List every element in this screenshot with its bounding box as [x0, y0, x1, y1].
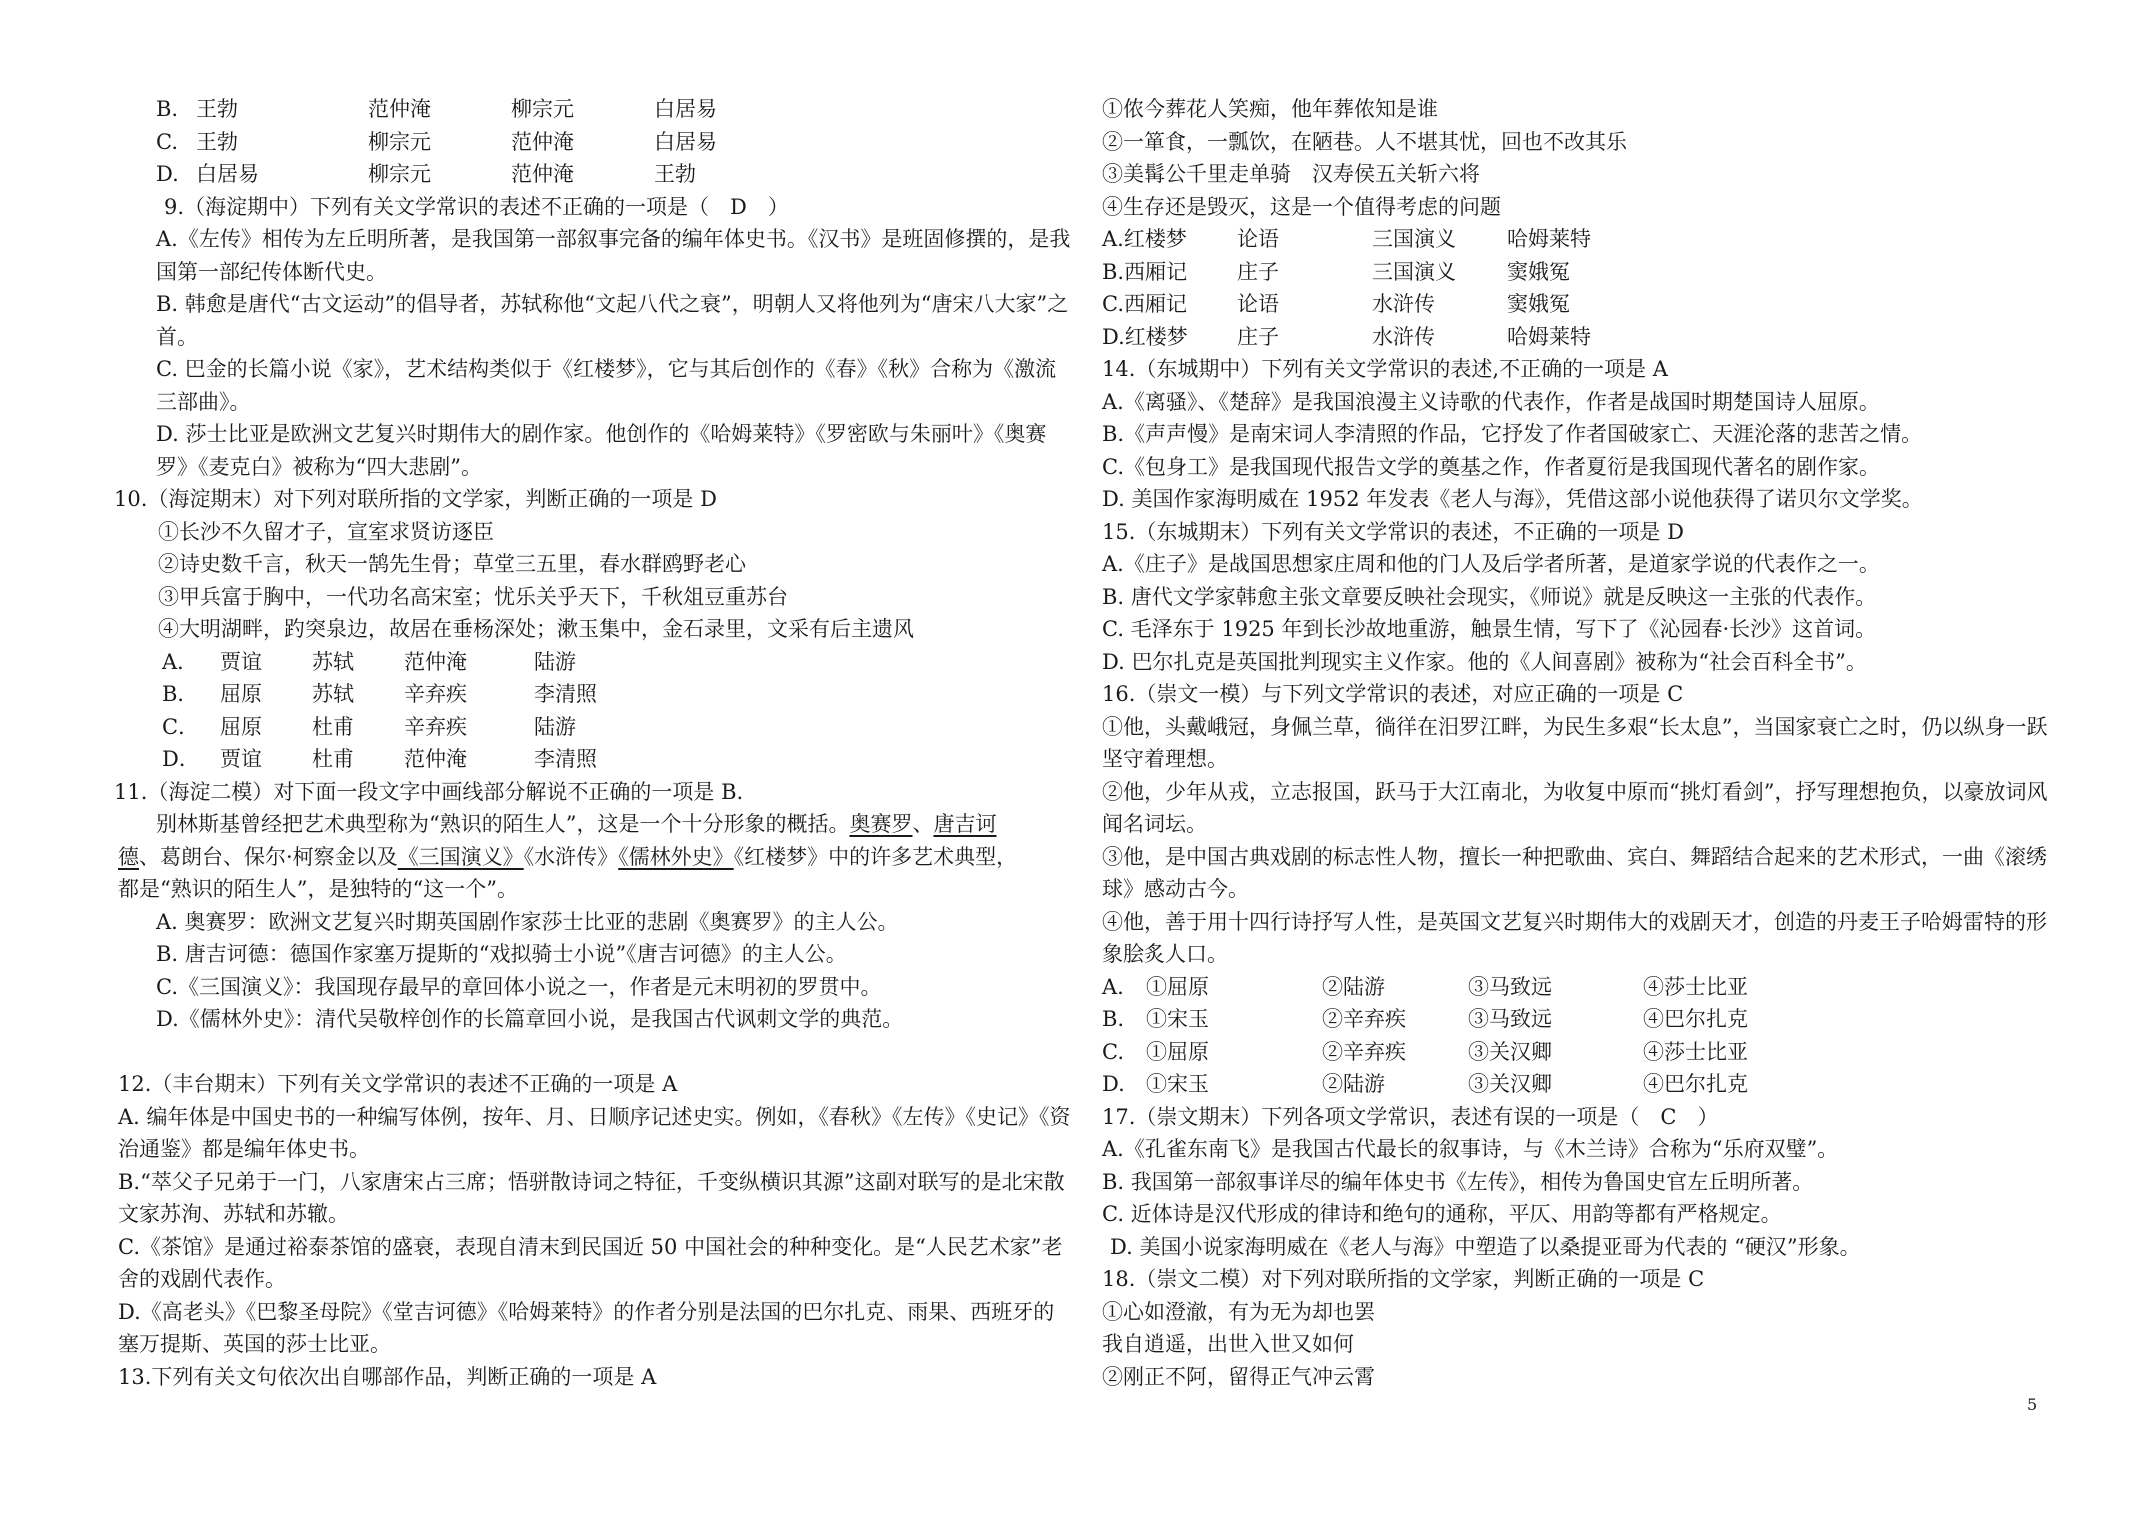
- option-cell: B.西厢记: [1102, 259, 1188, 284]
- option-cell: 辛弃疾: [404, 682, 467, 706]
- option-cell: 王勃: [654, 162, 696, 186]
- q8-option-row-2: [118, 126, 1078, 159]
- q9-option-d: D. 莎士比亚是欧洲文艺复兴时期伟大的剧作家。他创作的《哈姆莱特》《罗密欧与朱丽叶》《奥赛罗》《麦克白》被称为“四大悲剧”。: [156, 422, 1047, 479]
- q18-line-3: ②刚正不阿，留得正气冲云霄: [1102, 1364, 1375, 1389]
- option-cell: ③马致远: [1468, 1007, 1552, 1031]
- q16-item-3: ③他，是中国古典戏剧的标志性人物，擅长一种把歌曲、宾白、舞蹈结合起来的艺术形式，一曲《滚绣球》感动古今。: [1102, 844, 2047, 901]
- option-cell: C.: [1102, 1039, 1124, 1064]
- q10-couplet-1: ①长沙不久留才子，宣室求贤访逐臣: [158, 519, 494, 544]
- q13-quote-3: ③美髯公千里走单骑 汉寿侯五关斩六将: [1102, 162, 1480, 186]
- option-cell: 范仲淹: [511, 129, 574, 154]
- option-cell: ②陆游: [1322, 1072, 1385, 1096]
- q17-option-a: A.《孔雀东南飞》是我国古代最长的叙事诗，与《木兰诗》合称为“乐府双璧”。: [1102, 1137, 1839, 1161]
- q14-option-a: A.《离骚》、《楚辞》是我国浪漫主义诗歌的代表作，作者是战国时期楚国诗人屈原。: [1102, 389, 1880, 414]
- q12-option-a: A. 编年体是中国史书的一种编写体例，按年、月、日顺序记述史实。例如，《春秋》《左传》《史记》《资治通鉴》都是编年体史书。: [118, 1104, 1071, 1161]
- option-cell: 论语: [1237, 292, 1279, 316]
- option-cell: ③关汉卿: [1468, 1072, 1552, 1096]
- option-cell: C.西厢记: [1102, 292, 1187, 316]
- q9-option-c: C. 巴金的长篇小说《家》，艺术结构类似于《红楼梦》，它与其后创作的《春》《秋》合称为《激流三部曲》。: [156, 357, 1057, 414]
- q10-stem: 10.（海淀期末）对下列对联所指的文学家，判断正确的一项是 D: [114, 487, 717, 511]
- q15-option-c: C. 毛泽东于 1925 年到长沙故地重游，触景生情，写下了《沁园春·长沙》这首词。: [1102, 617, 1877, 641]
- option-cell: 柳宗元: [511, 97, 574, 121]
- option-cell: A.: [1102, 974, 1124, 999]
- q13-stem: 13.下列有关文句依次出自哪部作品，判断正确的一项是 A: [118, 1364, 657, 1389]
- q12-option-d: D.《高老头》《巴黎圣母院》《堂吉诃德》《哈姆莱特》的作者分别是法国的巴尔扎克、雨果、西班牙的塞万提斯、英国的莎士比亚。: [118, 1299, 1055, 1356]
- q10-couplet-2: ②诗史数千言，秋天一鹄先生骨；草堂三五里，春水群鸥野老心: [158, 552, 746, 576]
- q17-option-d: D. 美国小说家海明威在《老人与海》中塑造了以桑提亚哥为代表的 “硬汉”形象。: [1110, 1234, 1861, 1259]
- page-number: 5: [2027, 1395, 2038, 1414]
- option-cell: 范仲淹: [404, 649, 467, 674]
- option-cell: 柳宗元: [368, 162, 431, 186]
- option-cell: B．: [162, 682, 199, 706]
- q15-option-a: A.《庄子》是战国思想家庄周和他的门人及后学者所著，是道家学说的代表作之一。: [1102, 552, 1880, 576]
- q11-underline-three-kingdoms: 《三国演义》: [397, 844, 524, 869]
- left-column: [114, 93, 1078, 1393]
- q16-item-1: ①他，头戴峨冠，身佩兰草，徜徉在汨罗江畔，为民生多艰“长太息”，当国家衰亡之时，仍以纵身一跃坚守着理想。: [1102, 714, 2048, 771]
- q16-option-row-1: [1102, 971, 2062, 1004]
- option-cell: ②辛弃疾: [1322, 1039, 1406, 1064]
- q11-passage-line-3: 都是“熟识的陌生人”，是独特的“这一个”。: [118, 877, 518, 901]
- q14-stem: 14.（东城期中）下列有关文学常识的表述,不正确的一项是 A: [1102, 357, 1668, 381]
- option-cell: 白居易: [196, 162, 259, 186]
- option-cell: ②辛弃疾: [1322, 1007, 1406, 1031]
- q18-stem: 18.（崇文二模）对下列对联所指的文学家，判断正确的一项是 C: [1102, 1267, 1705, 1291]
- q14-option-b: B.《声声慢》是南宋词人李清照的作品，它抒发了作者国破家亡、天涯沦落的悲苦之情。: [1102, 422, 1923, 446]
- option-cell: 水浒传: [1372, 324, 1435, 349]
- q9-option-a: A.《左传》相传为左丘明所著，是我国第一部叙事完备的编年体史书。《汉书》是班固修撰的，是我国第一部纪传体断代史。: [156, 227, 1071, 284]
- q14-option-d: D. 美国作家海明威在 1952 年发表《老人与海》，凭借这部小说他获得了诺贝尔文学奖。: [1102, 487, 1923, 511]
- option-cell: 哈姆莱特: [1507, 227, 1591, 251]
- option-cell: 庄子: [1237, 259, 1279, 284]
- q15-option-b: B. 唐代文学家韩愈主张文章要反映社会现实，《师说》就是反映这一主张的代表作。: [1102, 584, 1877, 609]
- q13-options: [1102, 223, 2062, 353]
- option-cell: ④莎士比亚: [1643, 974, 1748, 999]
- option-cell: 屈原: [220, 714, 262, 739]
- option-cell: ②陆游: [1322, 974, 1385, 999]
- q11-option-b: B. 唐吉诃德：德国作家塞万提斯的“戏拟骑士小说”《唐吉诃德》的主人公。: [156, 942, 847, 966]
- option-cell: 苏轼: [312, 682, 354, 706]
- option-cell: ③关汉卿: [1468, 1039, 1552, 1064]
- option-cell: ①屈原: [1146, 974, 1209, 999]
- q11-passage-line-2: [118, 841, 1078, 874]
- q8-option-row-1: [118, 93, 1078, 126]
- right-column: [1102, 93, 2062, 1393]
- q11-underline-scholars: 《儒林外史》: [618, 844, 734, 869]
- q13-quote-2: ②一箪食，一瓢饮，在陋巷。人不堪其忧，回也不改其乐: [1102, 129, 1627, 154]
- q11-passage-text: 、葛朗台、保尔·柯察金以及: [139, 844, 398, 869]
- option-cell: 王勃: [196, 129, 238, 154]
- q17-option-b: B. 我国第一部叙事详尽的编年体史书《左传》，相传为鲁国史官左丘明所著。: [1102, 1169, 1814, 1194]
- q11-stem: 11.（海淀二模）对下面一段文字中画线部分解说不正确的一项是 B.: [114, 779, 744, 804]
- q16-option-row-4: [1102, 1068, 2062, 1101]
- q10-couplet-4: ④大明湖畔，趵突泉边，故居在垂杨深处；漱玉集中，金石录里，文采有后主遗风: [158, 617, 914, 641]
- option-cell: ④巴尔扎克: [1643, 1007, 1748, 1031]
- option-cell: 三国演义: [1372, 259, 1456, 284]
- q11-passage-text: 《水浒传》: [523, 844, 619, 869]
- option-cell: 贾谊: [220, 649, 262, 674]
- option-cell: 陆游: [534, 649, 576, 674]
- option-cell: 辛弃疾: [404, 714, 467, 739]
- option-cell: 三国演义: [1372, 227, 1456, 251]
- q14-option-c: C.《包身工》是我国现代报告文学的奠基之作，作者夏衍是我国现代著名的剧作家。: [1102, 454, 1880, 479]
- option-cell: 白居易: [654, 129, 717, 154]
- option-cell: ①宋玉: [1146, 1072, 1209, 1096]
- option-cell: 屈原: [220, 682, 262, 706]
- option-cell: 白居易: [654, 97, 717, 121]
- q11-option-c: C.《三国演义》：我国现存最早的章回体小说之一，作者是元末明初的罗贯中。: [156, 974, 882, 999]
- spacer: [118, 1036, 1078, 1069]
- q15-option-d: D. 巴尔扎克是英国批判现实主义作家。他的《人间喜剧》被称为“社会百科全书”。: [1102, 649, 1867, 674]
- q13-option-row-2: [1102, 256, 2062, 289]
- option-cell: 王勃: [196, 97, 238, 121]
- option-cell: 范仲淹: [368, 97, 431, 121]
- option-cell: C.: [156, 129, 178, 154]
- option-cell: B.: [1102, 1007, 1125, 1031]
- q17-stem: 17.（崇文期末）下列各项文学常识，表述有误的一项是（ C ）: [1102, 1104, 1719, 1129]
- q11-passage-text: 别林斯基曾经把艺术典型称为“熟识的陌生人”，这是一个十分形象的概括。: [156, 812, 850, 836]
- q11-underline-don-quixote-end: 德: [118, 844, 139, 869]
- q8-option-row-3: [118, 158, 1078, 191]
- option-cell: ①宋玉: [1146, 1007, 1209, 1031]
- q18-line-1: ①心如澄澈，有为无为却也罢: [1102, 1299, 1375, 1324]
- q16-item-2: ②他，少年从戎，立志报国，跃马于大江南北，为收复中原而“挑灯看剑”，抒写理想抱负，以豪放词风闻名词坛。: [1102, 779, 2048, 836]
- q16-options: [1102, 971, 2062, 1101]
- q13-quote-1: ①侬今葬花人笑痴，他年葬侬知是谁: [1102, 97, 1438, 121]
- q9-option-b: B. 韩愈是唐代“古文运动”的倡导者，苏轼称他“文起八代之衰”，明朝人又将他列为“唐宋八大家”之首。: [156, 292, 1069, 349]
- option-cell: ③马致远: [1468, 974, 1552, 999]
- q17-option-c: C. 近体诗是汉代形成的律诗和绝句的通称，平仄、用韵等都有严格规定。: [1102, 1202, 1782, 1226]
- option-cell: 论语: [1237, 227, 1279, 251]
- q11-underline-othello: 奥赛罗: [849, 812, 913, 836]
- q12-stem: 12.（丰台期末）下列有关文学常识的表述不正确的一项是 A: [118, 1072, 678, 1096]
- q11-passage-text: 《红楼梦》中的许多艺术典型，: [733, 844, 1018, 869]
- q8-options: [118, 93, 1078, 191]
- option-cell: 窦娥冤: [1507, 259, 1570, 284]
- q11-passage-line-1: [118, 808, 1078, 841]
- option-cell: ①屈原: [1146, 1039, 1209, 1064]
- q13-option-row-1: [1102, 223, 2062, 256]
- option-cell: 柳宗元: [368, 129, 431, 154]
- q11-separator: 、: [912, 812, 934, 836]
- q15-stem: 15.（东城期末）下列有关文学常识的表述，不正确的一项是 D: [1102, 519, 1684, 544]
- option-cell: 杜甫: [312, 747, 354, 771]
- q10-option-row-1: [118, 646, 1078, 679]
- option-cell: 范仲淹: [511, 162, 574, 186]
- q10-option-row-4: [118, 743, 1078, 776]
- option-cell: 哈姆莱特: [1507, 324, 1591, 349]
- option-cell: D.红楼梦: [1102, 324, 1188, 349]
- q16-option-row-3: [1102, 1036, 2062, 1069]
- option-cell: ④莎士比亚: [1643, 1039, 1748, 1064]
- option-cell: D.: [156, 162, 179, 186]
- option-cell: 窦娥冤: [1507, 292, 1570, 316]
- q10-options: [118, 646, 1078, 776]
- option-cell: 范仲淹: [404, 747, 467, 771]
- q10-option-row-3: [118, 711, 1078, 744]
- option-cell: 陆游: [534, 714, 576, 739]
- q11-underline-don-quixote: 唐吉诃: [933, 812, 997, 836]
- q9-stem: 9.（海淀期中）下列有关文学常识的表述不正确的一项是（ D ）: [164, 194, 789, 219]
- q10-option-row-2: [118, 678, 1078, 711]
- option-cell: D.: [1102, 1072, 1125, 1096]
- option-cell: A．: [162, 649, 199, 674]
- option-cell: C．: [162, 714, 200, 739]
- option-cell: A.红楼梦: [1102, 227, 1187, 251]
- option-cell: B.: [156, 97, 179, 121]
- option-cell: D．: [162, 747, 200, 771]
- q16-stem: 16.（崇文一模）与下列文学常识的表述，对应正确的一项是 C: [1102, 682, 1684, 706]
- option-cell: 苏轼: [312, 649, 354, 674]
- option-cell: 李清照: [534, 747, 597, 771]
- option-cell: 李清照: [534, 682, 597, 706]
- option-cell: ④巴尔扎克: [1643, 1072, 1748, 1096]
- q13-quote-4: ④生存还是毁灭，这是一个值得考虑的问题: [1102, 194, 1501, 219]
- option-cell: 杜甫: [312, 714, 354, 739]
- q12-option-c: C.《茶馆》是通过裕泰茶馆的盛衰，表现自清末到民国近 50 中国社会的种种变化。是“人民艺术家”老舍的戏剧代表作。: [118, 1234, 1063, 1291]
- option-cell: 水浒传: [1372, 292, 1435, 316]
- q11-option-a: A. 奥赛罗：欧洲文艺复兴时期英国剧作家莎士比亚的悲剧《奥赛罗》的主人公。: [156, 909, 899, 934]
- q13-option-row-3: [1102, 288, 2062, 321]
- option-cell: 贾谊: [220, 747, 262, 771]
- q16-item-4: ④他，善于用十四行诗抒写人性，是英国文艺复兴时期伟大的戏剧天才，创造的丹麦王子哈姆雷特的形象脍炙人口。: [1102, 909, 2047, 966]
- q12-option-b: B.“萃父子兄弟于一门，八家唐宋占三席；悟骈散诗词之特征，千变纵横识其源”这副对联写的是北宋散文家苏洵、苏轼和苏辙。: [118, 1169, 1065, 1226]
- q16-option-row-2: [1102, 1003, 2062, 1036]
- q18-line-2: 我自逍遥，出世入世又如何: [1102, 1332, 1354, 1356]
- q11-option-d: D.《儒林外史》：清代吴敬梓创作的长篇章回小说，是我国古代讽刺文学的典范。: [156, 1007, 904, 1031]
- q13-option-row-4: [1102, 321, 2062, 354]
- option-cell: 庄子: [1237, 324, 1279, 349]
- q10-couplet-3: ③甲兵富于胸中，一代功名高宋室；忧乐关乎天下，千秋俎豆重苏台: [158, 584, 788, 609]
